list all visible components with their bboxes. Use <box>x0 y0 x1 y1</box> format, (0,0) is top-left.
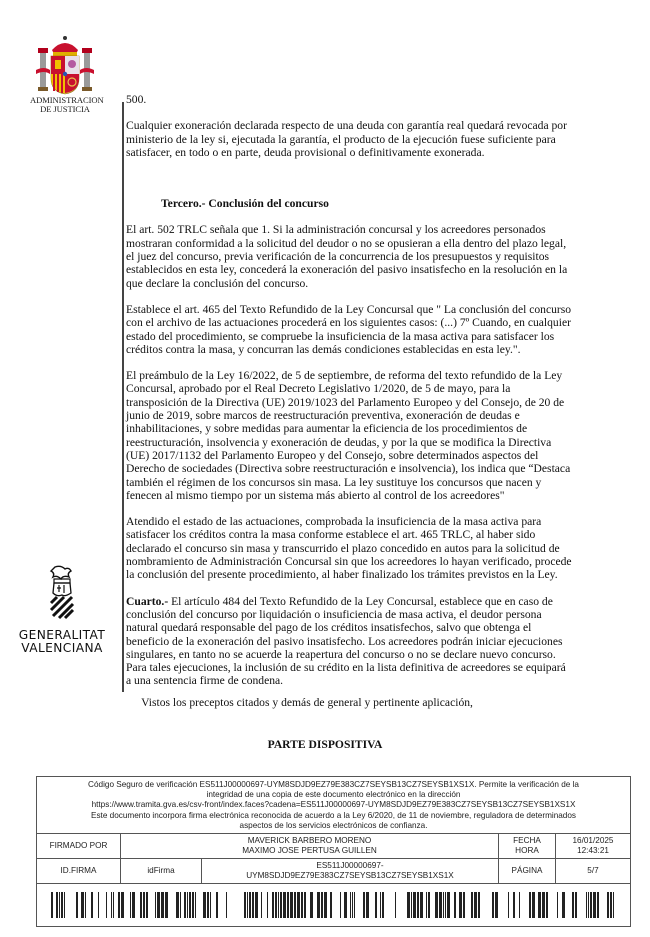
table-row <box>37 859 630 884</box>
id-firma-value-line: ES511J00000697- <box>316 861 384 871</box>
barcode-bar <box>478 892 480 918</box>
pagina-value: 5/7 <box>556 859 631 884</box>
barcode-bar <box>395 892 396 918</box>
paragraph-cuarto <box>126 595 572 688</box>
id-firma-value-line: UYM8SDJD9EZ79E383CZ7SEYSB13CZ7SEYSB1XS1X <box>246 871 454 881</box>
barcode-bar <box>588 892 589 918</box>
barcode-bar <box>447 892 450 918</box>
barcode-bar <box>184 892 186 918</box>
barcode-bar <box>439 892 442 918</box>
barcode-bar <box>546 892 548 918</box>
barcode-bar <box>161 892 164 918</box>
vistos-line: Vistos los preceptos citados y demás de general y pertinente aplicación, <box>141 696 473 709</box>
barcode-bar <box>267 892 268 918</box>
barcode-icon <box>51 892 616 918</box>
spanish-coat-of-arms-icon <box>34 34 96 96</box>
barcode-bar <box>76 892 78 918</box>
barcode-bar <box>380 892 381 918</box>
pagina-label: PÁGINA <box>499 859 556 884</box>
barcode-bar <box>532 892 535 918</box>
paragraph-art-502: El art. 502 TRLC señala que 1. Si la administración concursal y los acreedores personados mostraran conformidad a la solicitud del deudor o no se opusieran a ella dentro del plazo legal, el juez del concurso, previa verificación de la concurrencia de los presupuestos y requisitos establecidos en esta ley, concederá la exoneración del pasivo insatisfecho en la resolución en la que declare la conclusión del concurso. <box>126 223 568 290</box>
barcode-bar <box>280 892 282 918</box>
barcode-bar <box>420 892 423 918</box>
barcode-bar <box>354 892 355 918</box>
parte-dispositiva-heading: PARTE DISPOSITIVA <box>267 738 383 751</box>
barcode-bar <box>64 892 65 918</box>
signature-footer <box>36 776 631 927</box>
barcode-bar <box>287 892 289 918</box>
paragraph-preambulo: El preámbulo de la Ley 16/2022, de 5 de septiembre, de reforma del texto refundido de la Ley Concursal, aprobado por el Real Decreto Legislativo 1/2020, de 5 de mayo, para la transposición de la Directiva (UE) 2019/1023 del Parlamento Europeo y del Consejo, de 20 de junio de 2019, sobre marcos de reestructuración preventiva, exoneración de deudas e inhabilitaciones, y sobre medidas para aumentar la eficiencia de los procedimientos de reestructuración, insolvencia y exoneración de deudas, y por la que se modifica la Directiva (UE) 2017/1132 del Parlamento Europeo y del Consejo, sobre determinados aspectos del Derecho de sociedades (Directiva sobre reestructuración e insolvencia), los indica que “Destaca también el régimen de los concursos sin masa. La ley sustituye los concursos que nacen y fenecen al mismo tiempo por un sistema más abierto al control de los acreedores" <box>126 369 571 502</box>
barcode-bar <box>155 892 156 918</box>
barcode-bar <box>203 892 206 918</box>
fecha-label: FECHA <box>513 836 541 846</box>
barcode-bar <box>59 892 60 918</box>
barcode-bar <box>132 892 135 918</box>
barcode-bar <box>445 892 446 918</box>
signature-table <box>37 834 630 884</box>
barcode-bar <box>207 892 209 918</box>
barcode-bar <box>417 892 419 918</box>
barcode-bar <box>495 892 498 918</box>
gva-caption-line1: GENERALITAT <box>18 628 106 642</box>
paragraph-art-465: Establece el art. 465 del Texto Refundido de la Ley Concursal que " La conclusión del concurso con el archivo de las actuaciones procederá en los siguientes casos: (...) 7º Cuando, en cualquier estado del procedimiento, se compruebe la insuficiencia de la masa activa para satisfacer los créditos contra la masa, y concurran las demás condiciones establecidas en esta ley.". <box>126 302 572 356</box>
barcode-bar <box>192 892 194 918</box>
barcode-bar <box>146 892 148 918</box>
id-firma-value <box>202 859 499 884</box>
barcode-bar <box>575 892 577 918</box>
barcode-bar <box>443 892 444 918</box>
barcode-bar <box>542 892 545 918</box>
barcode-bar <box>492 892 494 918</box>
barcode-bar <box>210 892 211 918</box>
barcode-bar <box>572 892 574 918</box>
barcode-bar <box>317 892 320 918</box>
signer-name: MAXIMO JOSE PERTUSA GUILLEN <box>242 846 377 856</box>
barcode-bar <box>249 892 251 918</box>
barcode-bar <box>143 892 145 918</box>
barcode-bar <box>294 892 296 918</box>
barcode-bar <box>426 892 427 918</box>
barcode-bar <box>81 892 84 918</box>
barcode-bar <box>610 892 612 918</box>
barcode-bar <box>111 892 112 918</box>
barcode-bar <box>590 892 592 918</box>
barcode-bar <box>459 892 462 918</box>
administracion-justicia-logo <box>30 34 104 114</box>
csv-line: integridad de una copia de este documento electrónico en la dirección <box>206 790 461 800</box>
barcode-bar <box>593 892 596 918</box>
firmado-por-label: FIRMADO POR <box>37 834 121 859</box>
cuarto-heading: Cuarto.- <box>126 594 169 608</box>
barcode-bar <box>513 892 515 918</box>
id-firma-key: idFirma <box>121 859 202 884</box>
margin-rule <box>122 102 124 692</box>
csv-line: Este documento incorpora firma electrónica reconocida de acuerdo a la Ley 6/2020, de 11 de noviembre, reguladora de determinados <box>90 810 577 820</box>
document-body <box>126 93 572 701</box>
barcode-bar <box>272 892 274 918</box>
barcode-bar <box>435 892 438 918</box>
id-firma-label: ID.FIRMA <box>37 859 121 884</box>
section-title-tercero <box>161 197 572 210</box>
barcode-bar <box>562 892 565 918</box>
barcode-bar <box>130 892 131 918</box>
logo-caption-line2: DE JUSTICIA <box>40 104 90 114</box>
barcode-bar <box>519 892 520 918</box>
barcode-bar <box>597 892 599 918</box>
barcode-bar <box>340 892 341 918</box>
generalitat-emblem-icon <box>45 565 79 625</box>
barcode-bar <box>51 892 53 918</box>
barcode-bar <box>283 892 286 918</box>
barcode-bar <box>275 892 277 918</box>
csv-url[interactable]: https://www.tramita.gva.es/csv-front/index.faces?cadena=ES511J00000697-UYM8SDJD9EZ79E383CZ7SEYSB13CZ7SEYSB1XS1X <box>91 800 576 810</box>
barcode-bar <box>118 892 120 918</box>
barcode-bar <box>529 892 531 918</box>
csv-line: Código Seguro de verificación ES511J00000697-UYM8SDJD9EZ79E383CZ7SEYSB13CZ7SEYSB1XS1X. Permite la verificación de la <box>88 780 579 789</box>
barcode-bar <box>247 892 248 918</box>
table-row <box>37 834 630 859</box>
barcode-bar <box>330 892 332 918</box>
barcode-bar <box>613 892 614 918</box>
barcode-bar <box>216 892 218 918</box>
barcode-bar <box>180 892 181 918</box>
signer-name: MAVERICK BARBERO MORENO <box>247 836 372 846</box>
barcode-bar <box>61 892 63 918</box>
barcode-bar <box>278 892 279 918</box>
barcode-bar <box>244 892 246 918</box>
barcode-bar <box>586 892 587 918</box>
spacer <box>126 172 572 197</box>
barcode-bar <box>290 892 293 918</box>
logo-caption-line1: ADMINISTRACION <box>30 95 104 105</box>
barcode-bar <box>411 892 412 918</box>
barcode-bar <box>508 892 509 918</box>
section-title-text: Tercero.- Conclusión del concurso <box>161 197 329 211</box>
fecha-hora-label <box>499 834 556 859</box>
fecha-hora-value <box>556 834 631 859</box>
gva-caption-line2: VALENCIANA <box>21 641 103 655</box>
barcode-bar <box>195 892 196 918</box>
signers-cell <box>121 834 499 859</box>
fecha-value: 16/01/2025 <box>572 836 614 846</box>
barcode-bar <box>375 892 377 918</box>
barcode-bar <box>321 892 323 918</box>
barcode-bar <box>297 892 300 918</box>
barcode-bar <box>324 892 327 918</box>
barcode-bar <box>471 892 473 918</box>
barcode-bar <box>91 892 93 918</box>
generalitat-valenciana-logo <box>4 565 120 655</box>
barcode-bar <box>301 892 303 918</box>
hora-label: HORA <box>515 846 539 856</box>
barcode-bar <box>407 892 410 918</box>
barcode-bar <box>382 892 384 918</box>
barcode-bar <box>428 892 430 918</box>
csv-verification-block <box>37 777 630 834</box>
hora-value: 12:43:21 <box>577 846 609 856</box>
barcode-bar <box>255 892 258 918</box>
barcode <box>37 884 630 926</box>
barcode-bar <box>98 892 99 918</box>
barcode-bar <box>454 892 456 918</box>
barcode-bar <box>344 892 347 918</box>
barcode-bar <box>56 892 58 918</box>
barcode-bar <box>463 892 465 918</box>
barcode-bar <box>252 892 254 918</box>
paragraph-exoneracion: Cualquier exoneración declarada respecto de una deuda con garantía real quedará revocada por ministerio de la ley si, ejecutada la garantía, el producto de la ejecución fuese suficiente para satisfacer, en todo o en parte, deuda provisional o definitivamente exonerada. <box>126 119 567 159</box>
paragraph-atendido: Atendido el estado de las actuaciones, comprobada la insuficiencia de la masa activa para satisfacer los créditos contra la masa conforme establece el art. 465 TRLC, al haber sido declarado el concurso sin masa y transcurrido el plazo concedido en autos para la solicitud de nombramiento de Administración Concursal sin que los acreedores lo hayan verificado, procede la conclusión del presente procedimiento, al haber finalizado los trámites previstos en la Ley. <box>126 515 572 582</box>
barcode-bar <box>607 892 609 918</box>
barcode-bar <box>350 892 351 918</box>
csv-line: aspectos de los servicios electrónicos de confianza. <box>239 820 428 830</box>
barcode-bar <box>176 892 179 918</box>
barcode-bar <box>474 892 477 918</box>
paragraph-continuation: 500. <box>126 93 147 106</box>
barcode-bar <box>85 892 86 918</box>
barcode-bar <box>157 892 160 918</box>
barcode-bar <box>113 892 114 918</box>
barcode-bar <box>261 892 262 918</box>
barcode-bar <box>187 892 188 918</box>
barcode-bar <box>140 892 142 918</box>
barcode-bar <box>121 892 124 918</box>
barcode-bar <box>352 892 353 918</box>
barcode-bar <box>363 892 365 918</box>
barcode-bar <box>165 892 168 918</box>
barcode-bar <box>226 892 227 918</box>
barcode-bar <box>413 892 416 918</box>
barcode-bar <box>304 892 306 918</box>
barcode-bar <box>310 892 313 918</box>
barcode-bar <box>557 892 558 918</box>
barcode-bar <box>189 892 191 918</box>
barcode-bar <box>106 892 107 918</box>
cuarto-text: El artículo 484 del Texto Refundido de la Ley Concursal, establece que en caso de conclusión del concurso por liquidación o insuficiencia de masa activa, el deudor persona natural quedará responsable del pago de los créditos insatisfechos, salvo que obtenga el beneficio de la exoneración del pasivo insatisfecho. Los acreedores podrán iniciar ejecuciones singulares, en tanto no se acuerde la reapertura del concurso o no se declare nuevo concurso. Para tales ejecuciones, la inclusión de su crédito en la lista definitiva de acreedores se equipará a una sentencia firme de condena. <box>126 594 566 688</box>
barcode-bar <box>366 892 369 918</box>
barcode-bar <box>538 892 541 918</box>
